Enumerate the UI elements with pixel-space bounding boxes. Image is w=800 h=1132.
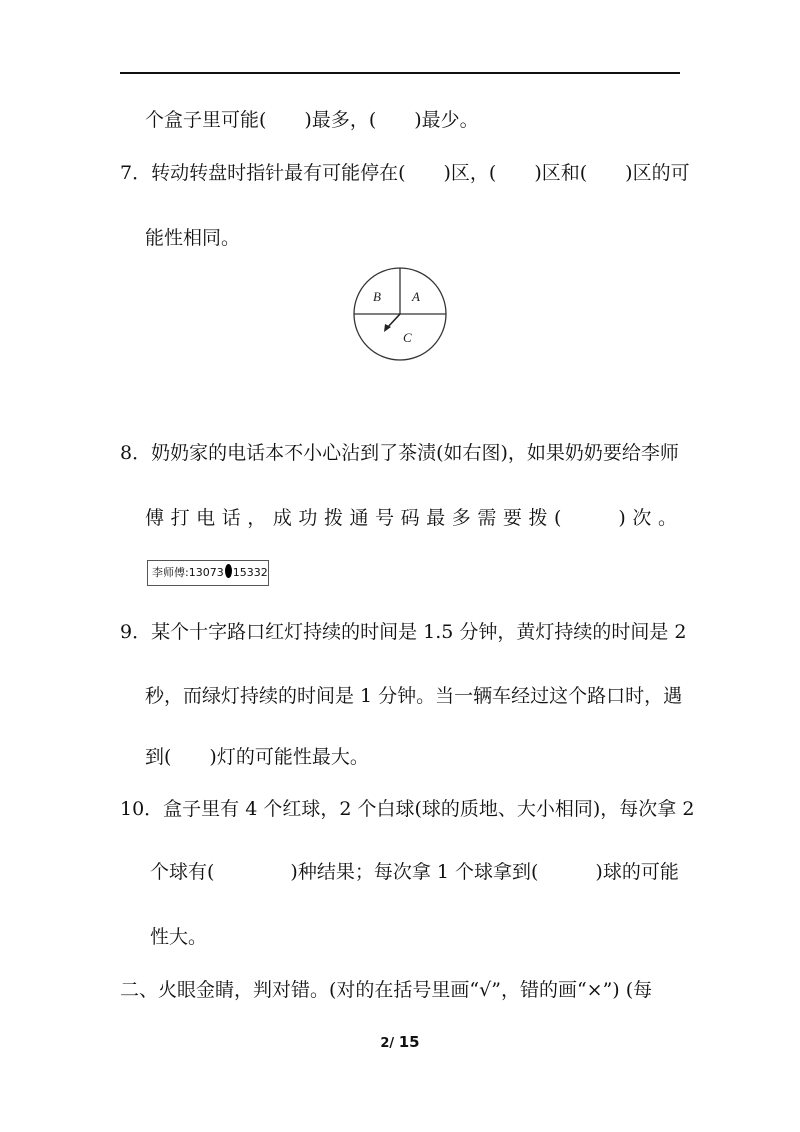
question-8-line-2-char: 需 (477, 507, 497, 529)
question-7-line-2: 能性相同。 (145, 227, 241, 249)
question-8-line-2-char: 次 (632, 507, 652, 529)
spinner-pointer (387, 314, 400, 328)
page-total: 15 (398, 1033, 420, 1051)
question-9-line-3: 到( )灯的可能性最大。 (145, 746, 369, 768)
header-rule (120, 72, 680, 74)
question-8-line-2-char: 拨 (528, 507, 548, 529)
question-8-line-2-char: 要 (502, 507, 522, 529)
spinner-label-c: C (403, 330, 412, 345)
question-8-line-2-char: ， (247, 507, 267, 529)
question-8-line-2-char: 傅 (145, 507, 165, 529)
question-8-line-2-char: 通 (349, 507, 369, 529)
question-8-line-2-char: 最 (426, 507, 446, 529)
question-8-line-2 (145, 506, 677, 530)
question-8-line-2-char: 打 (170, 507, 190, 529)
spinner-label-b: B (373, 289, 381, 304)
question-6-continuation: 个盒子里可能( )最多，( )最少。 (145, 109, 479, 131)
question-10-line-1: 10．盒子里有 4 个红球，2 个白球(球的质地、大小相同)，每次拿 2 (120, 798, 695, 820)
page-number (0, 1033, 800, 1051)
phone-prefix: 李师傅:13073 (152, 566, 224, 579)
phone-number-image (147, 560, 269, 586)
question-10-line-2: 个球有( )种结果；每次拿 1 个球拿到( )球的可能 (150, 861, 679, 883)
question-8-line-1: 8．奶奶家的电话本不小心沾到了茶渍(如右图)，如果奶奶要给李师 (120, 442, 679, 464)
question-8-line-2-char: 拨 (323, 507, 343, 529)
spinner-figure (350, 266, 450, 366)
section-2-heading: 二、火眼金睛，判对错。(对的在括号里画“√”，错的画“×”) (每 (120, 979, 653, 1001)
question-8-line-2-char: 码 (400, 507, 420, 529)
question-10-line-3: 性大。 (150, 926, 208, 948)
phone-suffix: 15332 (232, 566, 268, 579)
question-7-line-1: 7．转动转盘时指针最有可能停在( )区，( )区和( )区的可 (120, 162, 690, 184)
question-8-line-2-char: 功 (298, 507, 318, 529)
question-9-line-2: 秒，而绿灯持续的时间是 1 分钟。当一辆车经过这个路口时，遇 (145, 685, 683, 707)
question-8-line-2-char: 。 (657, 507, 677, 529)
question-8-line-2-char: 号 (375, 507, 395, 529)
question-8-line-2-char: 成 (272, 507, 292, 529)
question-8-line-2-char: ( ) (554, 507, 626, 529)
tea-stain (225, 564, 232, 578)
question-8-line-2-char: 电 (196, 507, 216, 529)
question-9-line-1: 9．某个十字路口红灯持续的时间是 1.5 分钟，黄灯持续的时间是 2 (120, 621, 687, 643)
question-8-line-2-char: 多 (451, 507, 471, 529)
question-8-line-2-char: 话 (221, 507, 241, 529)
page-current: 2/ (380, 1036, 395, 1051)
spinner-label-a: A (412, 289, 420, 304)
